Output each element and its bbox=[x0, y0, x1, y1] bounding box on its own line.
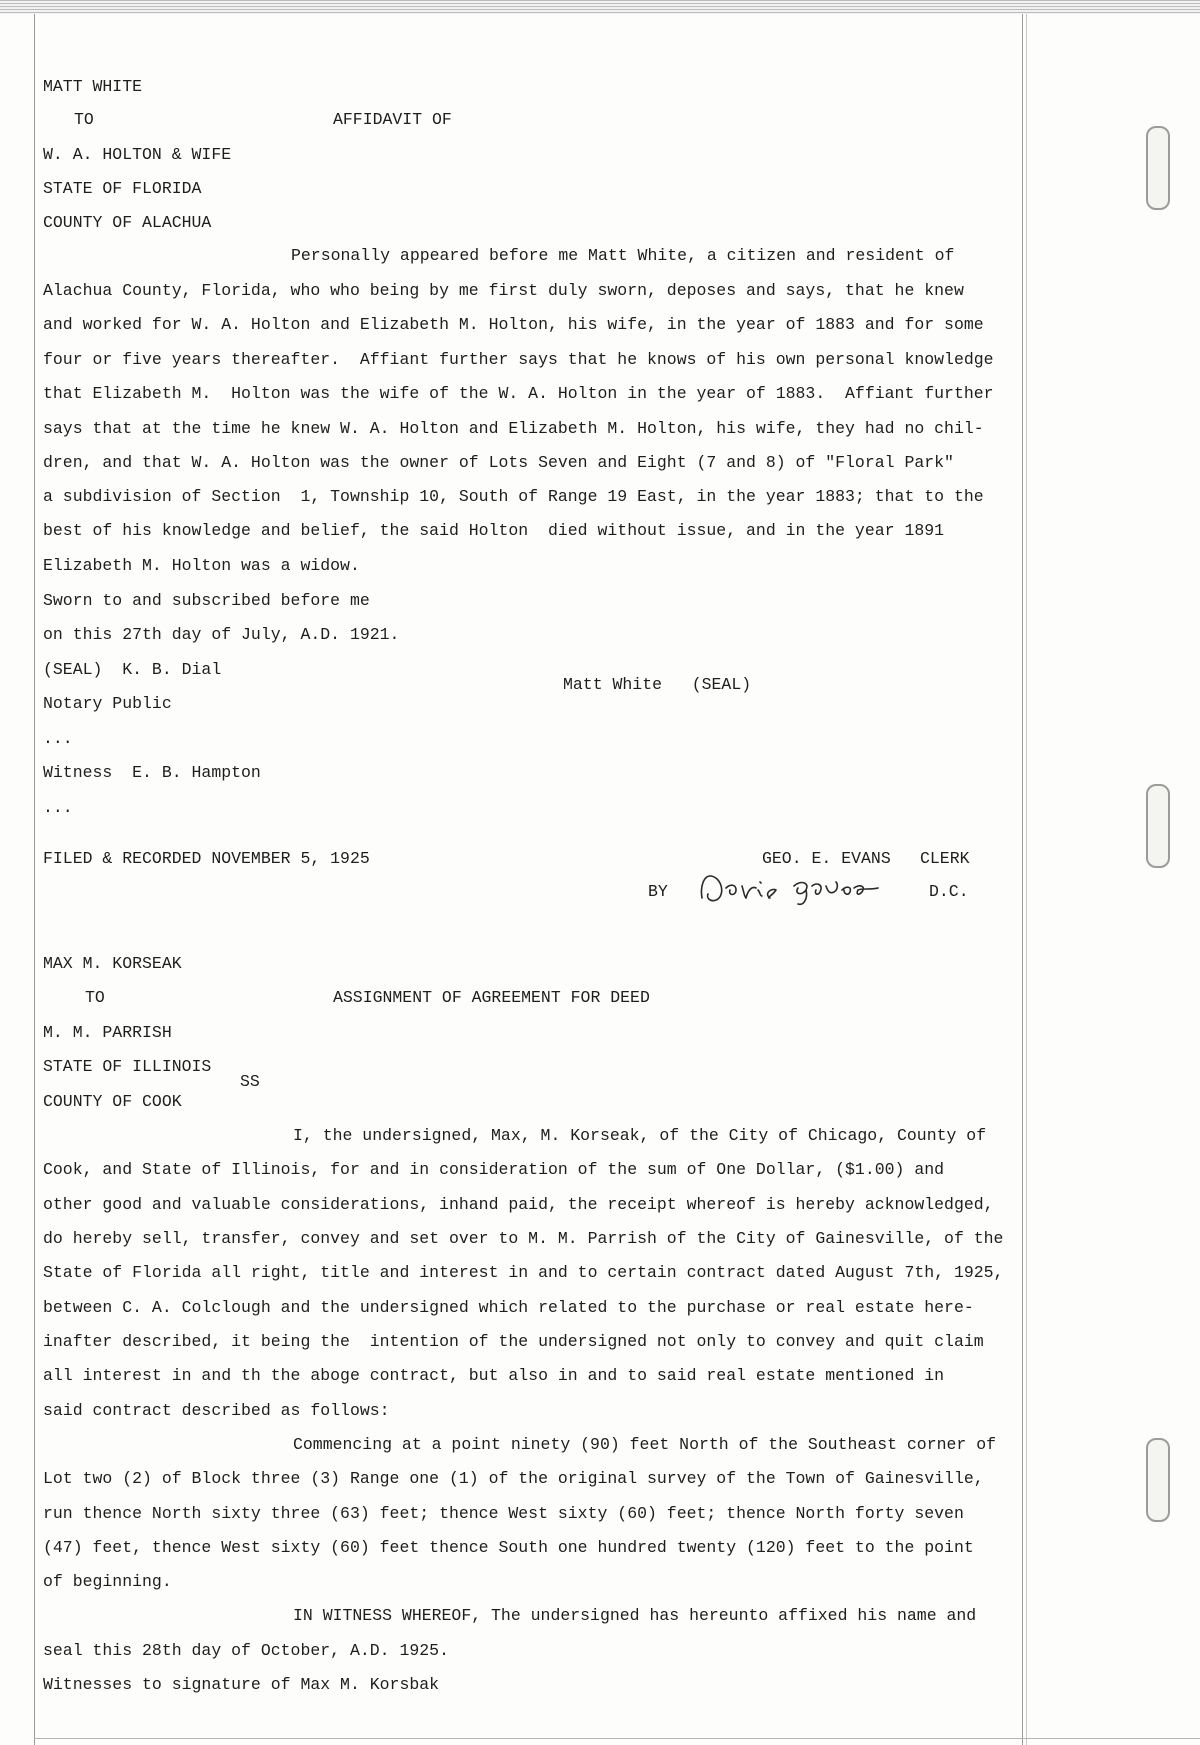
affidavit-line: dren, and that W. A. Holton was the owner of Lots Seven and Eight (7 and 8) of "Floral Park" bbox=[43, 453, 954, 472]
affidavit-line: and worked for W. A. Holton and Elizabeth M. Holton, his wife, in the year of 1883 and for some bbox=[43, 315, 984, 334]
deputy-clerk-signature bbox=[696, 868, 886, 908]
affiant-signature-line: Matt White (SEAL) bbox=[563, 675, 752, 694]
affidavit-title: AFFIDAVIT OF bbox=[333, 110, 452, 129]
affidavit-grantee: W. A. HOLTON & WIFE bbox=[43, 145, 232, 164]
clerk-title: CLERK bbox=[920, 849, 970, 868]
assignment-state: STATE OF ILLINOIS bbox=[43, 1057, 212, 1076]
assignment-county: COUNTY OF COOK bbox=[43, 1092, 182, 1111]
assignment-line: run thence North sixty three (63) feet; thence West sixty (60) feet; thence North forty seven bbox=[43, 1504, 964, 1523]
assignment-line: (47) feet, thence West sixty (60) feet thence South one hundred twenty (120) feet to the point bbox=[43, 1538, 974, 1557]
assignment-grantor: MAX M. KORSEAK bbox=[43, 954, 182, 973]
assignment-line: IN WITNESS WHEREOF, The undersigned has hereunto affixed his name and bbox=[293, 1606, 977, 1625]
clerk-name: GEO. E. EVANS bbox=[762, 849, 891, 868]
right-margin-rule bbox=[1022, 14, 1023, 1745]
affidavit-line: four or five years thereafter. Affiant further says that he knows of his own personal knowledge bbox=[43, 350, 994, 369]
sworn-line-1: Sworn to and subscribed before me bbox=[43, 591, 370, 610]
assignment-line: State of Florida all right, title and interest in and to certain contract dated August 7th, 1925, bbox=[43, 1263, 1004, 1282]
assignment-line: Witnesses to signature of Max M. Korsbak bbox=[43, 1675, 440, 1694]
ss-mark: SS bbox=[240, 1072, 260, 1091]
affidavit-line: Personally appeared before me Matt White, a citizen and resident of bbox=[291, 246, 955, 265]
affidavit-line: Alachua County, Florida, who who being by me first duly sworn, deposes and says, that he knew bbox=[43, 281, 964, 300]
assignment-line: I, the undersigned, Max, M. Korseak, of the City of Chicago, County of bbox=[293, 1126, 987, 1145]
binder-hole-icon bbox=[1146, 784, 1170, 868]
sworn-line-2: on this 27th day of July, A.D. 1921. bbox=[43, 625, 400, 644]
assignment-to: TO bbox=[85, 988, 105, 1007]
assignment-line: Lot two (2) of Block three (3) Range one (1) of the original survey of the Town of Gainesville, bbox=[43, 1469, 984, 1488]
notary-seal-line: (SEAL) K. B. Dial bbox=[43, 660, 222, 679]
assignment-line: said contract described as follows: bbox=[43, 1401, 390, 1420]
witness-line: Witness E. B. Hampton bbox=[43, 763, 261, 782]
filed-recorded-line: FILED & RECORDED NOVEMBER 5, 1925 bbox=[43, 849, 370, 868]
affidavit-line: a subdivision of Section 1, Township 10, South of Range 19 East, in the year 1883; that to the bbox=[43, 487, 984, 506]
assignment-line: Commencing at a point ninety (90) feet North of the Southeast corner of bbox=[293, 1435, 997, 1454]
affidavit-grantor: MATT WHITE bbox=[43, 77, 143, 96]
top-edge-band bbox=[0, 0, 1200, 14]
assignment-line: inafter described, it being the intention of the undersigned not only to convey and quit claim bbox=[43, 1332, 984, 1351]
deputy-clerk-label: D.C. bbox=[929, 882, 969, 901]
assignment-line: of beginning. bbox=[43, 1572, 172, 1591]
assignment-line: all interest in and th the aboge contract, but also in and to said real estate mentioned in bbox=[43, 1366, 945, 1385]
assignment-grantee: M. M. PARRISH bbox=[43, 1023, 172, 1042]
assignment-line: other good and valuable considerations, inhand paid, the receipt whereof is hereby acknowledged, bbox=[43, 1195, 994, 1214]
assignment-line: Cook, and State of Illinois, for and in consideration of the sum of One Dollar, ($1.00) and bbox=[43, 1160, 945, 1179]
ellipsis-2: ... bbox=[43, 798, 73, 817]
binder-hole-icon bbox=[1146, 126, 1170, 210]
affidavit-county: COUNTY OF ALACHUA bbox=[43, 213, 212, 232]
assignment-line: between C. A. Colclough and the undersigned which related to the purchase or real estate here- bbox=[43, 1298, 974, 1317]
affidavit-line: Elizabeth M. Holton was a widow. bbox=[43, 556, 360, 575]
affidavit-line: best of his knowledge and belief, the said Holton died without issue, and in the year 1891 bbox=[43, 521, 945, 540]
left-margin-rule bbox=[34, 14, 35, 1745]
assignment-title: ASSIGNMENT OF AGREEMENT FOR DEED bbox=[333, 988, 650, 1007]
notary-title: Notary Public bbox=[43, 694, 172, 713]
affidavit-to: TO bbox=[74, 110, 94, 129]
by-label: BY bbox=[648, 882, 668, 901]
ellipsis-1: ... bbox=[43, 729, 73, 748]
affidavit-line: that Elizabeth M. Holton was the wife of the W. A. Holton in the year of 1883. Affiant further bbox=[43, 384, 994, 403]
bottom-rule bbox=[34, 1738, 1200, 1739]
affidavit-state: STATE OF FLORIDA bbox=[43, 179, 202, 198]
assignment-line: seal this 28th day of October, A.D. 1925. bbox=[43, 1641, 449, 1660]
affidavit-line: says that at the time he knew W. A. Holton and Elizabeth M. Holton, his wife, they had no chil- bbox=[43, 419, 984, 438]
right-margin-rule-inner bbox=[1026, 14, 1027, 1745]
assignment-line: do hereby sell, transfer, convey and set over to M. M. Parrish of the City of Gainesville, of the bbox=[43, 1229, 1004, 1248]
binder-hole-icon bbox=[1146, 1438, 1170, 1522]
